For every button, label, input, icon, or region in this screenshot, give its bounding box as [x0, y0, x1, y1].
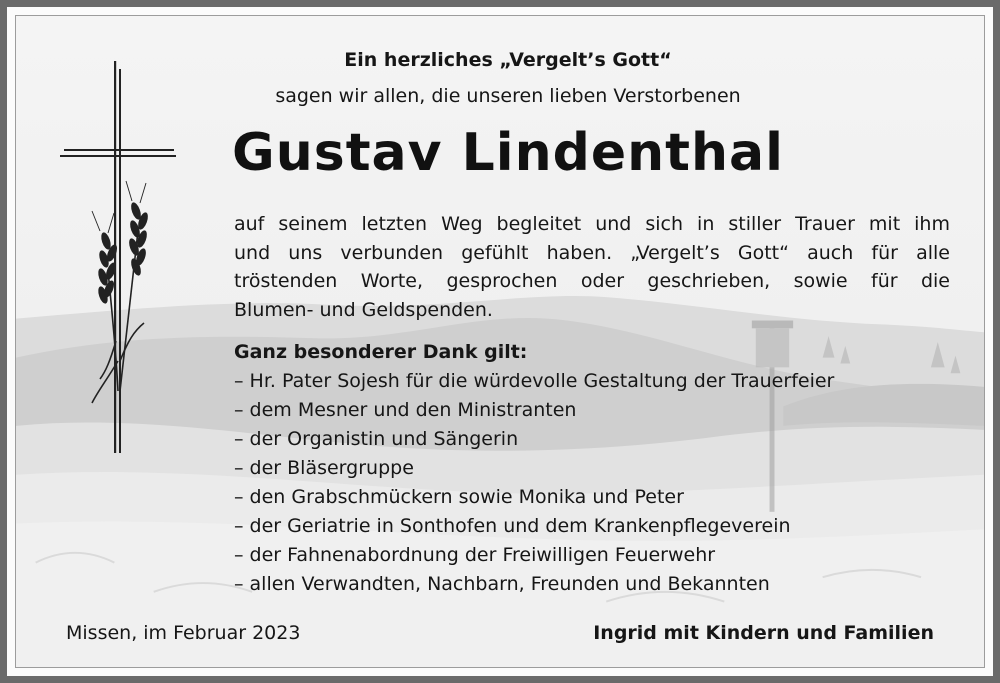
thanks-heading: Ein herzliches „Vergelt’s Gott“	[344, 49, 672, 71]
list-item: – allen Verwandten, Nachbarn, Freunden und Bekannten	[234, 573, 770, 595]
paragraph-line: tröstenden Worte, gesprochen oder geschrieben, sowie für die	[234, 270, 950, 292]
place-date: Missen, im Februar 2023	[66, 622, 301, 644]
cross-icon	[56, 61, 176, 461]
paragraph-line: auf seinem letzten Weg begleitet und sich in stiller Trauer mit ihm	[234, 213, 950, 235]
signature: Ingrid mit Kindern und Familien	[593, 622, 934, 644]
list-item: – der Fahnenabordnung der Freiwilligen Feuerwehr	[234, 544, 716, 566]
list-item: – der Organistin und Sängerin	[234, 428, 519, 450]
deceased-name: Gustav Lindenthal	[232, 123, 784, 183]
special-thanks-list	[234, 367, 834, 599]
list-item: – Hr. Pater Sojesh für die würdevolle Gestaltung der Trauerfeier	[234, 370, 835, 392]
list-item: – der Geriatrie in Sonthofen und dem Krankenpflegeverein	[234, 515, 791, 537]
thanks-intro: sagen wir allen, die unseren lieben Verstorbenen	[275, 85, 741, 107]
thanks-paragraph	[234, 210, 950, 324]
card-inner	[15, 15, 985, 668]
paragraph-line: und uns verbunden gefühlt haben. „Vergelt’s Gott“ auch für alle	[234, 241, 950, 264]
paragraph-line: Blumen- und Geldspenden.	[234, 298, 493, 321]
list-item: – der Bläsergruppe	[234, 457, 414, 479]
special-thanks	[234, 338, 834, 599]
list-item: – den Grabschmückern sowie Monika und Peter	[234, 486, 684, 508]
list-item: – dem Mesner und den Ministranten	[234, 399, 577, 421]
special-thanks-title: Ganz besonderer Dank gilt:	[234, 341, 528, 363]
